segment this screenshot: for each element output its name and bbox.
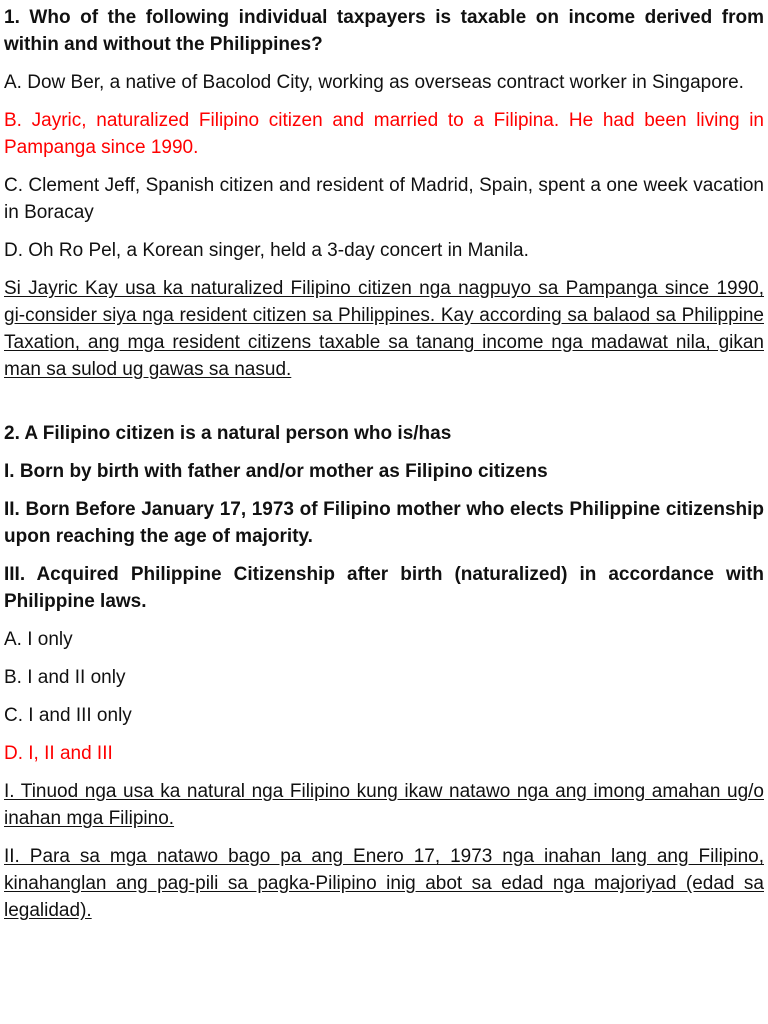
question-2-statement-iii: III. Acquired Philippine Citizenship after birth (naturalized) in accordance with Philippine laws. — [4, 564, 764, 612]
question-1-text: 1. Who of the following individual taxpayers is taxable on income derived from within and without the Philippines? — [4, 7, 764, 55]
question-2-choice-c: C. I and III only — [4, 705, 132, 726]
section-spacer — [4, 383, 764, 420]
question-1 — [4, 4, 764, 383]
question-1-explanation: Si Jayric Kay usa ka naturalized Filipino citizen nga nagpuyo sa Pampanga since 1990, gi-consider siya nga resident citizen sa Philippines. Kay according sa balaod sa Philippine Taxation, ang mga resident citizens taxable sa tanang income nga madawat nila, gikan man sa sulod ug gawas sa nasud. — [4, 278, 764, 380]
question-2-choice-b: B. I and II only — [4, 667, 126, 688]
question-2-text: 2. A Filipino citizen is a natural person who is/has — [4, 423, 452, 444]
question-2-choice-a: A. I only — [4, 629, 73, 650]
question-1-choice-b-correct: B. Jayric, naturalized Filipino citizen and married to a Filipina. He had been living in Pampanga since 1990. — [4, 110, 764, 158]
question-2-explanation-i: I. Tinuod nga usa ka natural nga Filipino kung ikaw natawo nga ang imong amahan ug/o inahan mga Filipino. — [4, 781, 764, 829]
question-2-statement-ii: II. Born Before January 17, 1973 of Filipino mother who elects Philippine citizenship upon reaching the age of majority. — [4, 499, 764, 547]
question-1-choice-a: A. Dow Ber, a native of Bacolod City, working as overseas contract worker in Singapore. — [4, 72, 744, 93]
question-2-statement-i: I. Born by birth with father and/or mother as Filipino citizens — [4, 461, 548, 482]
question-2-choice-d-correct: D. I, II and III — [4, 743, 113, 764]
question-2-explanation-ii: II. Para sa mga natawo bago pa ang Enero 17, 1973 nga inahan lang ang Filipino, kinahanglan ang pag-pili sa pagka-Pilipino inig abot sa edad nga majoriyad (edad sa legalidad). — [4, 846, 764, 921]
question-1-choice-c: C. Clement Jeff, Spanish citizen and resident of Madrid, Spain, spent a one week vacation in Boracay — [4, 175, 764, 223]
question-1-choice-d: D. Oh Ro Pel, a Korean singer, held a 3-day concert in Manila. — [4, 240, 529, 261]
question-2 — [4, 420, 764, 924]
